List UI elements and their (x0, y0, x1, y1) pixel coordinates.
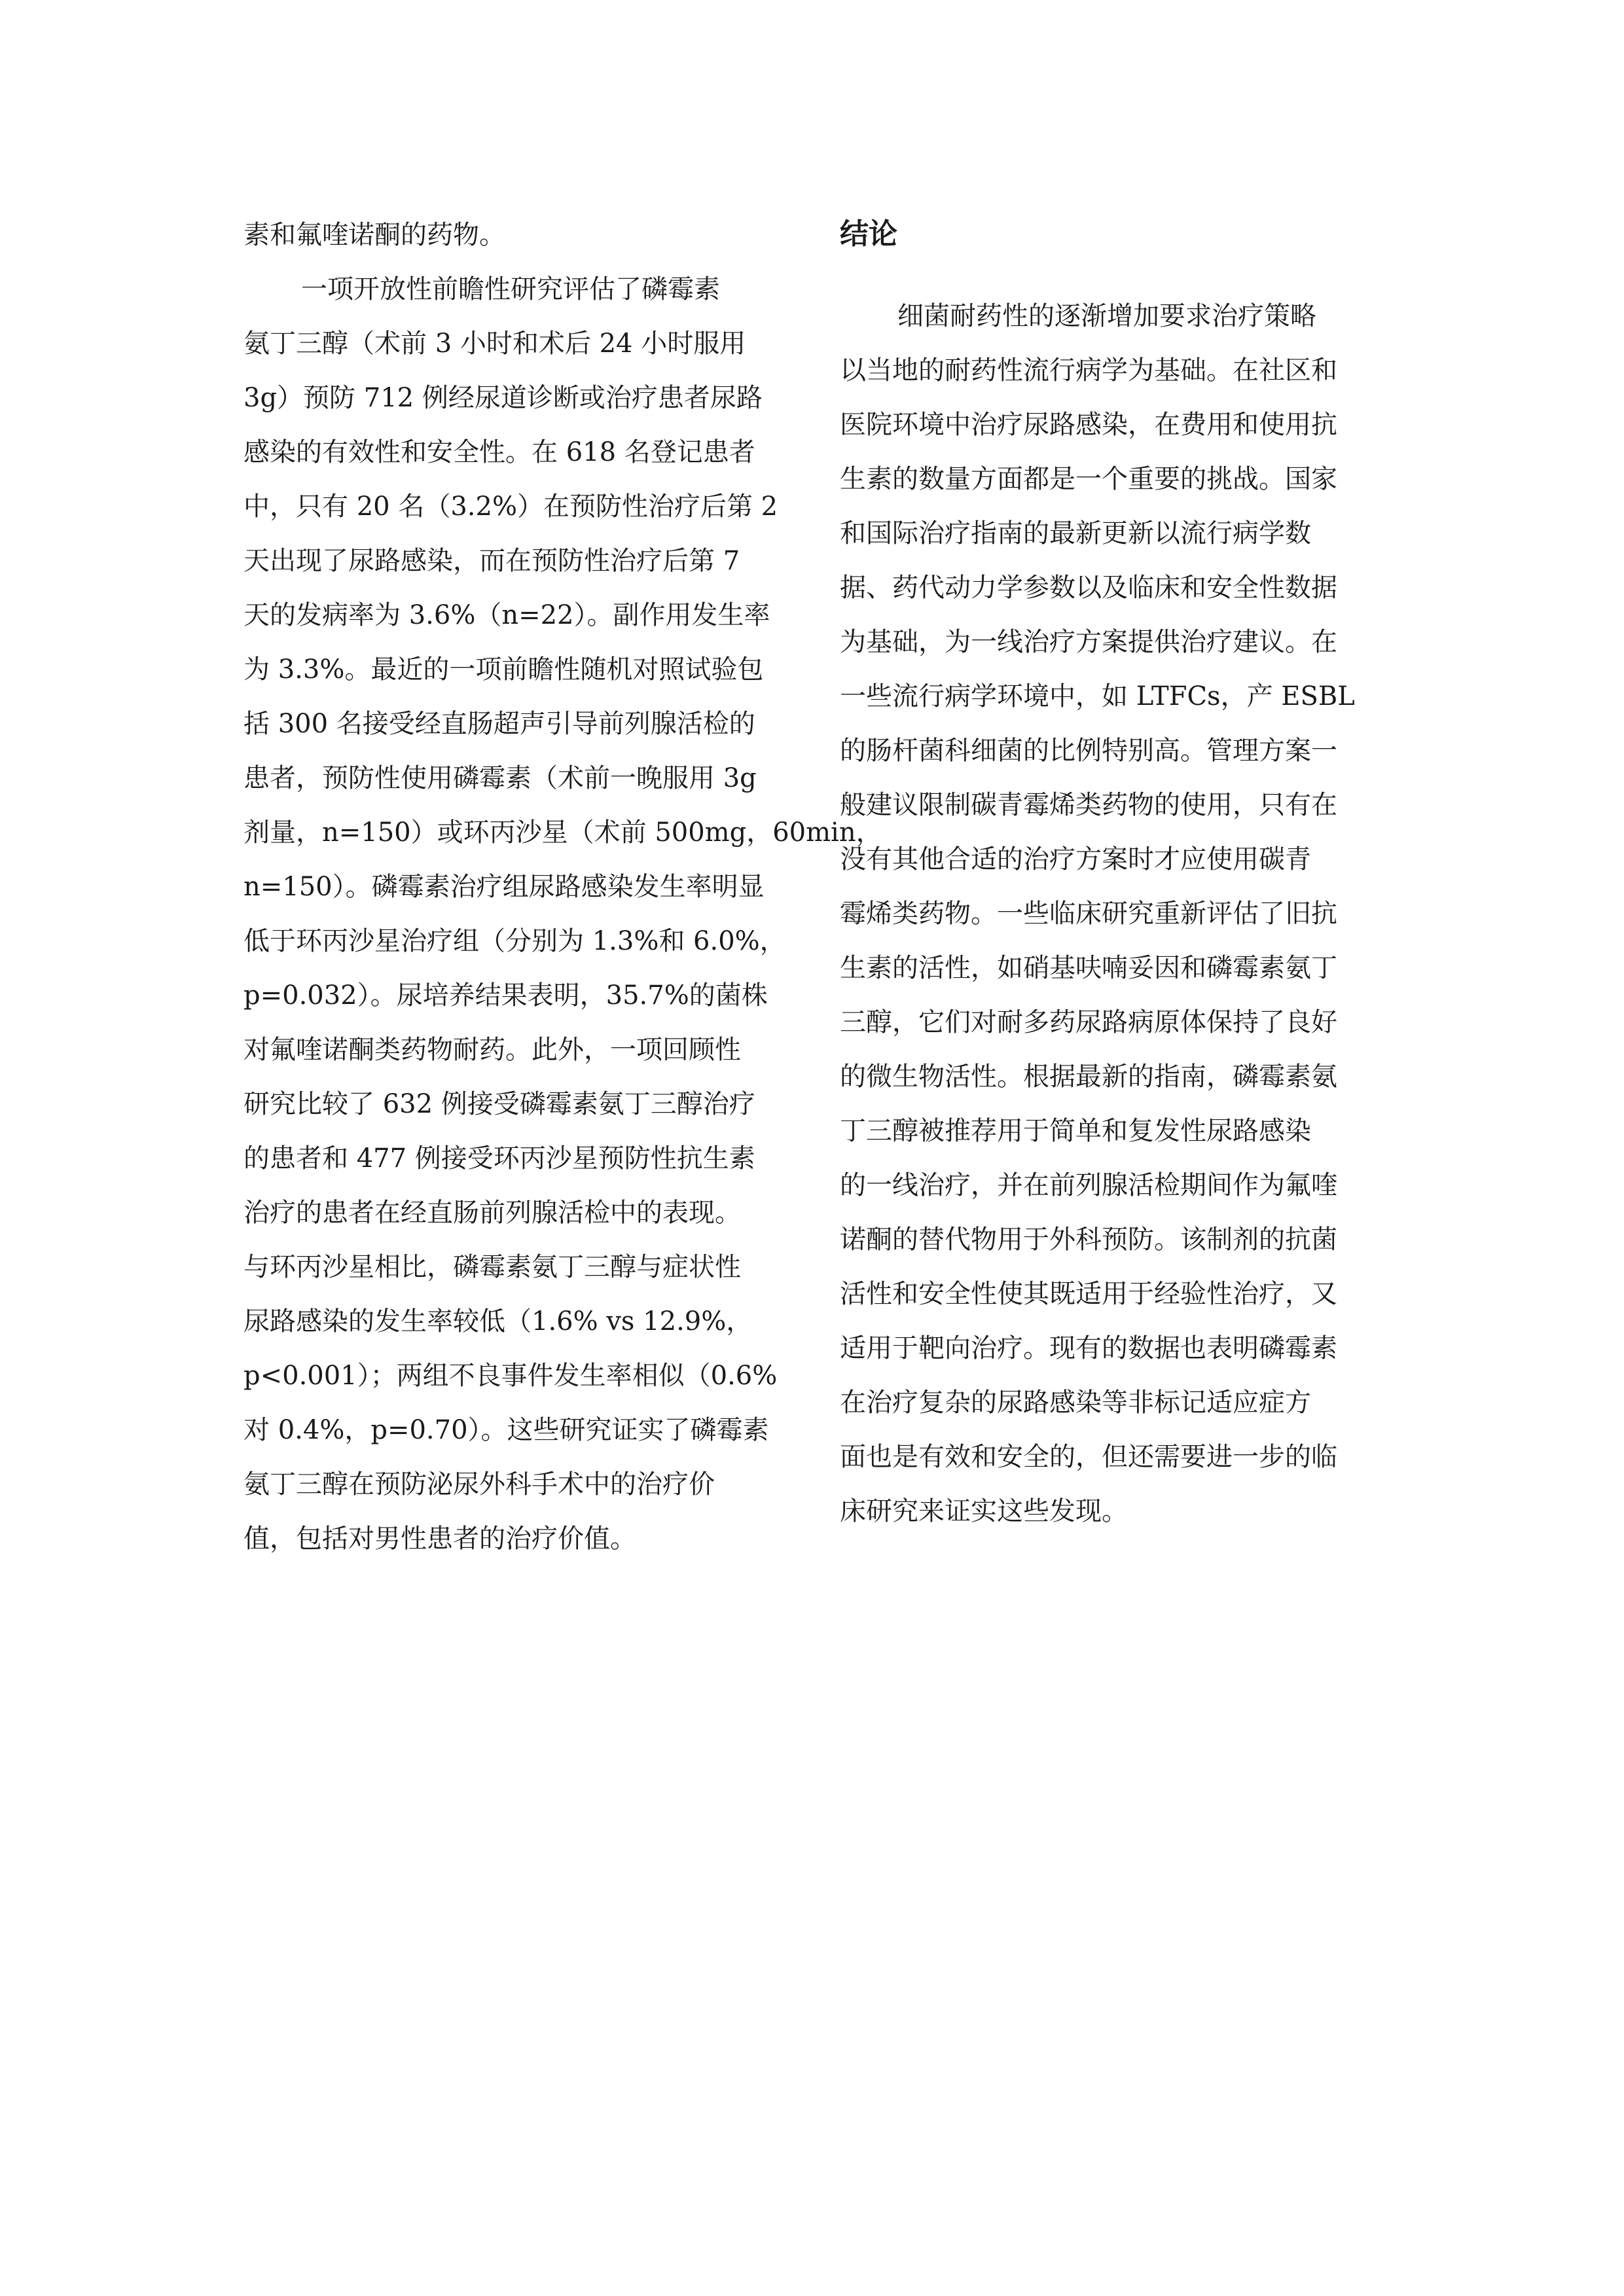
text-line: 以当地的耐药性流行病学为基础。在社区和 (840, 355, 1337, 386)
text-line: 与环丙沙星相比，磷霉素氨丁三醇与症状性 (244, 1252, 741, 1282)
text-line: 天的发病率为 3.6%（n=22）。副作用发生率 (244, 600, 770, 630)
text-line: 3g）预防 712 例经尿道诊断或治疗患者尿路 (244, 383, 763, 413)
text-line: 素和氟喹诺酮的药物。 (244, 220, 505, 250)
section-heading-conclusion: 结论 (840, 217, 897, 251)
text-line: p=0.032）。尿培养结果表明，35.7%的菌株 (244, 980, 768, 1011)
text-line: 没有其他合适的治疗方案时才应使用碳青 (840, 844, 1311, 874)
text-line: p<0.001）；两组不良事件发生率相似（0.6% (244, 1361, 778, 1391)
text-line: 面也是有效和安全的，但还需要进一步的临 (840, 1442, 1337, 1472)
text-line: 为 3.3%。最近的一项前瞻性随机对照试验包 (244, 655, 764, 685)
text-line: 的一线治疗，并在前列腺活检期间作为氟喹 (840, 1170, 1337, 1200)
text-line: 尿路感染的发生率较低（1.6% vs 12.9%， (244, 1306, 753, 1336)
text-line: 的患者和 477 例接受环丙沙星预防性抗生素 (244, 1143, 755, 1174)
text-line: 研究比较了 632 例接受磷霉素氨丁三醇治疗 (244, 1089, 755, 1119)
text-line: 氨丁三醇（术前 3 小时和术后 24 小时服用 (244, 329, 746, 359)
text-line: 在治疗复杂的尿路感染等非标记适应症方 (840, 1388, 1311, 1418)
text-line: 中，只有 20 名（3.2%）在预防性治疗后第 2 (244, 492, 778, 522)
text-line: 为基础，为一线治疗方案提供治疗建议。在 (840, 627, 1337, 657)
right-text-column (840, 208, 1390, 1539)
text-line: 三醇，它们对耐多药尿路病原体保持了良好 (840, 1007, 1337, 1037)
text-line: n=150）。磷霉素治疗组尿路感染发生率明显 (244, 872, 765, 902)
text-line: 氨丁三醇在预防泌尿外科手术中的治疗价 (244, 1469, 715, 1499)
text-line: 低于环丙沙星治疗组（分别为 1.3%和 6.0%， (244, 926, 786, 956)
text-line: 值，包括对男性患者的治疗价值。 (244, 1524, 636, 1554)
text-line: 的微生物活性。根据最新的指南，磷霉素氨 (840, 1062, 1337, 1092)
paragraph-first-line: 一项开放性前瞻性研究评估了磷霉素 (301, 274, 720, 304)
text-line: 和国际治疗指南的最新更新以流行病学数 (840, 518, 1311, 548)
text-line: 治疗的患者在经直肠前列腺活检中的表现。 (244, 1198, 741, 1228)
text-line: 生素的数量方面都是一个重要的挑战。国家 (840, 464, 1337, 494)
text-line: 丁三醇被推荐用于简单和复发性尿路感染 (840, 1116, 1311, 1146)
text-line: 的肠杆菌科细菌的比例特别高。管理方案一 (840, 736, 1337, 766)
text-line: 活性和安全性使其既适用于经验性治疗，又 (840, 1279, 1337, 1309)
text-line: 诺酮的替代物用于外科预防。该制剂的抗菌 (840, 1225, 1337, 1255)
text-line: 剂量，n=150）或环丙沙星（术前 500mg，60min， (244, 817, 882, 848)
text-line: 一些流行病学环境中，如 LTFCs，产 ESBL (840, 681, 1355, 711)
text-line: 床研究来证实这些发现。 (840, 1496, 1128, 1526)
text-line: 对氟喹诺酮类药物耐药。此外，一项回顾性 (244, 1035, 741, 1065)
paragraph-first-line: 细菌耐药性的逐渐增加要求治疗策略 (897, 301, 1316, 331)
text-line: 适用于靶向治疗。现有的数据也表明磷霉素 (840, 1333, 1337, 1363)
text-line: 据、药代动力学参数以及临床和安全性数据 (840, 573, 1337, 603)
text-line: 括 300 名接受经直肠超声引导前列腺活检的 (244, 709, 755, 739)
text-line: 感染的有效性和安全性。在 618 名登记患者 (244, 437, 755, 467)
text-line: 生素的活性，如硝基呋喃妥因和磷霉素氨丁 (840, 953, 1337, 983)
text-line: 霉烯类药物。一些临床研究重新评估了旧抗 (840, 899, 1337, 929)
text-line: 对 0.4%，p=0.70）。这些研究证实了磷霉素 (244, 1415, 769, 1445)
text-line: 天出现了尿路感染，而在预防性治疗后第 7 (244, 546, 740, 576)
text-line: 般建议限制碳青霉烯类药物的使用，只有在 (840, 790, 1337, 820)
text-line: 医院环境中治疗尿路感染，在费用和使用抗 (840, 410, 1337, 440)
text-line: 患者，预防性使用磷霉素（术前一晚服用 3g (244, 763, 757, 793)
